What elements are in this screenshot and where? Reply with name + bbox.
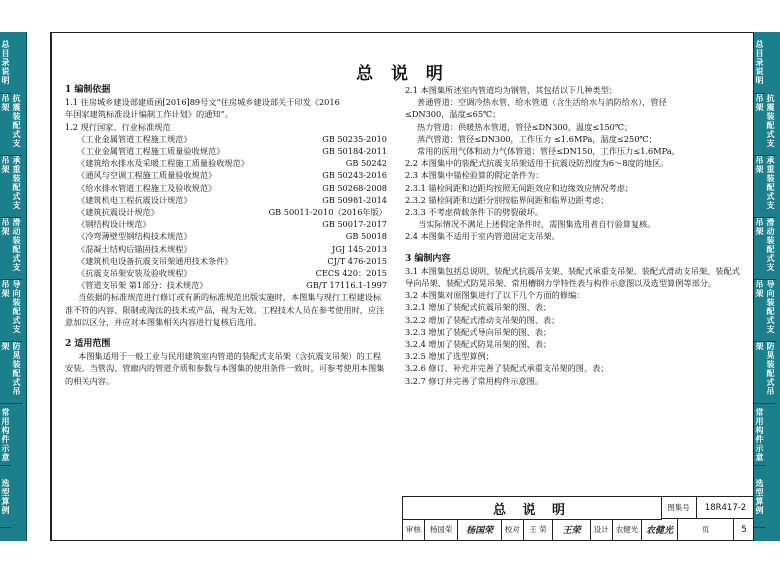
atlas-number-label: 图集号 xyxy=(661,497,697,519)
standard-row xyxy=(65,194,387,206)
left-tab-3[interactable]: 滑动装配式支吊架 xyxy=(0,218,22,280)
clause-2-3-2: 2.3.2 锚栓间距和边距分别按临界间距和临界边距考虑； xyxy=(405,194,609,205)
design-signature: 农健光 xyxy=(642,519,678,540)
left-tab-1[interactable]: 抗震装配式支吊架 xyxy=(0,94,22,156)
standard-code: JGJ 145-2013 xyxy=(332,243,387,254)
standard-name: 《混凝土结构后锚固技术规程》 xyxy=(77,243,192,254)
left-tab-0[interactable]: 总目录说明 xyxy=(0,32,11,94)
page-title: 总 说 明 xyxy=(356,64,449,84)
standard-row xyxy=(65,255,387,267)
left-tab-2[interactable]: 承重装配式支吊架 xyxy=(0,156,22,218)
clause-2-1-steam: 蒸汽管道：管径≤DN300，工作压力 ≤1.6MPa，温度≤250℃； xyxy=(417,133,657,144)
review-name: 杨国荣 xyxy=(425,519,459,540)
clause-2-3-1: 2.3.1 锚栓间距和边距均按照无间距效应和边缘效应情况考虑； xyxy=(405,182,634,193)
revision-item: 3.2.6 修订、补充并完善了装配式承重支吊架的图、表； xyxy=(405,363,609,374)
clause-2-3-note: 当实际情况不满足上述假定条件时，需图集选用者自行验算复核。 xyxy=(418,219,656,230)
clause-2-1-heat: 热力管道：供暖热水管道，管径≤DN300，温度≤150℃； xyxy=(417,121,633,132)
standard-row xyxy=(65,243,387,255)
check-name: 王 荣 xyxy=(524,519,554,540)
right-tab-1[interactable]: 抗震装配式支吊架 xyxy=(754,94,776,156)
clause-1-2: 1.2 现行国家、行业标准规范 xyxy=(65,121,171,132)
standard-row xyxy=(65,218,387,230)
check-label: 校对 xyxy=(502,519,524,540)
clause-2-4: 2.4 本图集不适用于室内管道固定支吊架。 xyxy=(405,231,560,242)
clause-2-1-normal: 普通管道：空调冷热水管、给水管道（含生活给水与消防给水），管径 xyxy=(417,97,667,108)
right-tab-5[interactable]: 防晃装配式吊架 xyxy=(754,342,776,404)
design-name: 农健光 xyxy=(613,519,643,540)
right-nav-tabs xyxy=(753,32,780,541)
clause-2-1-normal-cont: ≤DN300，温度≤65℃； xyxy=(405,109,501,120)
standard-name: 《钢结构设计规范》 xyxy=(77,219,151,230)
standard-name: 《通风与空调工程施工质量验收规范》 xyxy=(77,170,217,181)
title-block xyxy=(402,496,754,540)
revision-note: 当依据的标准规范进行修订或有新的标准规范出版实施时，本图集与现行工程建设标准不符的内容、限制或淘汰的技术或产品，视为无效。工程技术人员在参考使用时，应注意加以区分，并应对本图集相关内容进行复核后选用。 xyxy=(65,292,385,327)
standard-code: GB 50018 xyxy=(345,231,387,242)
left-tab-5[interactable]: 防晃装配式吊架 xyxy=(0,342,22,404)
standard-row xyxy=(65,182,387,194)
design-label: 设计 xyxy=(591,519,613,540)
clause-2-1: 2.1 本图集所述室内管道均为钢管，其包括以下几种类型： xyxy=(405,85,618,95)
document-page xyxy=(50,32,754,541)
standard-name: 《工业金属管道工程施工规范》 xyxy=(77,133,192,144)
right-tab-6[interactable]: 常用构件示意 xyxy=(754,404,765,466)
scope-text: 本图集适用于一般工业与民用建筑室内管道的装配式支吊架（含抗震支吊架）的工程安装。当管沟、管廊内的管道介质和参数与本图集的使用条件一致时，可参考使用本图集的相关内容。 xyxy=(65,351,385,386)
right-tab-4[interactable]: 导向装配式支吊架 xyxy=(754,280,776,342)
standard-row xyxy=(65,267,387,279)
standard-name: 《管道支吊架 第1部分：技术规范》 xyxy=(77,280,208,291)
atlas-number: 18R417-2 xyxy=(697,497,754,519)
right-tab-2[interactable]: 承重装配式支吊架 xyxy=(754,156,776,218)
standard-name: 《建筑机电工程抗震设计规范》 xyxy=(77,194,192,205)
standard-name: 《建筑抗震设计规范》 xyxy=(77,207,159,218)
standard-name: 《建筑机电设备抗震支吊架通用技术条件》 xyxy=(77,255,233,266)
standard-code: GB 50242 xyxy=(345,158,387,169)
page-number: 5 xyxy=(741,524,747,535)
standard-row xyxy=(65,206,387,218)
revision-item: 3.2.7 修订并完善了常用构件示意图。 xyxy=(405,375,544,386)
left-column xyxy=(65,84,387,387)
standard-code: GB 50981-2014 xyxy=(322,194,387,205)
standard-name: 《给水排水管道工程施工及验收规范》 xyxy=(77,182,217,193)
standard-name: 《建筑给水排水及采暖工程施工质量验收规范》 xyxy=(77,158,249,169)
standard-code: GB 50235-2010 xyxy=(322,133,387,144)
standard-row xyxy=(65,279,387,291)
section-3-heading: 3 编制内容 xyxy=(405,253,451,264)
left-tab-7[interactable]: 选型算例 xyxy=(0,466,11,528)
check-signature: 王荣 xyxy=(553,519,591,540)
standard-row xyxy=(65,133,387,145)
review-label: 审核 xyxy=(403,519,425,540)
signature-row xyxy=(403,519,754,540)
right-tab-3[interactable]: 滑动装配式支吊架 xyxy=(754,218,776,280)
revision-item: 3.2.2 增加了装配式滑动支吊架的图、表； xyxy=(405,314,560,325)
section-1-heading: 1 编制依据 xyxy=(65,85,111,95)
standard-name: 《工业金属管道工程施工质量验收规范》 xyxy=(77,146,225,157)
revision-items-list xyxy=(405,301,745,386)
standard-row xyxy=(65,157,387,169)
right-tab-7[interactable]: 选型算例 xyxy=(754,466,765,528)
review-signature: 杨国荣 xyxy=(458,519,502,540)
standard-code: GB/T 17116.1-1997 xyxy=(306,280,387,291)
standard-row xyxy=(65,230,387,242)
revision-item: 3.2.1 增加了装配式抗震吊架的图、表； xyxy=(405,302,552,313)
clause-2-3-3: 2.3.3 不考虑荷载条件下的劈裂破坏。 xyxy=(405,207,544,218)
standard-code: GB 50011-2010（2016年版） xyxy=(268,207,387,218)
title-block-title: 总 说 明 xyxy=(403,497,662,520)
standard-code: GB 50243-2016 xyxy=(322,170,387,181)
clause-2-3: 2.3 本图集中锚栓验算的假定条件为： xyxy=(405,170,544,181)
revision-item: 3.2.4 增加了装配式防晃吊架的图、表； xyxy=(405,339,552,350)
clause-3-1: 3.1 本图集包括总说明、装配式抗震吊支架、装配式承重支吊架、装配式滑动支吊架、装配式导向吊架、装配式防晃吊架、常用槽钢力学特性表与构件示意图以及选型算例等部分。 xyxy=(405,265,740,289)
standard-row xyxy=(65,169,387,181)
section-2-heading: 2 适用范围 xyxy=(65,339,111,350)
standard-code: CECS 420：2015 xyxy=(315,268,387,279)
page-label: 页 xyxy=(678,519,734,540)
clause-2-1-gas: 常用的医用气体和动力气体管道：管径≤DN150，工作压力≤1.6MPa。 xyxy=(417,146,680,157)
revision-item: 3.2.5 增加了选型算例； xyxy=(405,351,494,362)
right-tab-0[interactable]: 总目录说明 xyxy=(754,32,765,94)
standard-code: GB 50184-2011 xyxy=(322,146,387,157)
standard-code: GB 50268-2008 xyxy=(322,182,387,193)
left-nav-tabs xyxy=(0,32,27,541)
clause-3-2: 3.2 本图集对原图集进行了以下几个方面的修编： xyxy=(405,290,585,301)
standard-code: CJ/T 476-2015 xyxy=(327,255,387,266)
standard-name: 《冷弯薄壁型钢结构技术规范》 xyxy=(77,231,192,242)
right-column xyxy=(405,84,745,387)
clause-1-1: 1.1 住房城乡建设部建质函[2016]89号文“住房城乡建设部关于印发《2016 xyxy=(65,97,340,108)
standards-list xyxy=(65,133,387,292)
standard-code: GB 50017-2017 xyxy=(322,219,387,230)
clause-2-2: 2.2 本图集中的装配式抗震支吊架适用于抗震设防烈度为6～8度的地区。 xyxy=(405,158,669,169)
left-tab-6[interactable]: 常用构件示意 xyxy=(0,404,11,466)
standard-row xyxy=(65,145,387,157)
revision-item: 3.2.3 增加了装配式导向吊架的图、表； xyxy=(405,326,552,337)
clause-1-1-cont: 年国家建筑标准设计编制工作计划》的通知”。 xyxy=(65,109,233,120)
left-tab-4[interactable]: 导向装配式支吊架 xyxy=(0,280,22,342)
standard-name: 《抗震支吊架安装及验收规程》 xyxy=(77,268,192,279)
